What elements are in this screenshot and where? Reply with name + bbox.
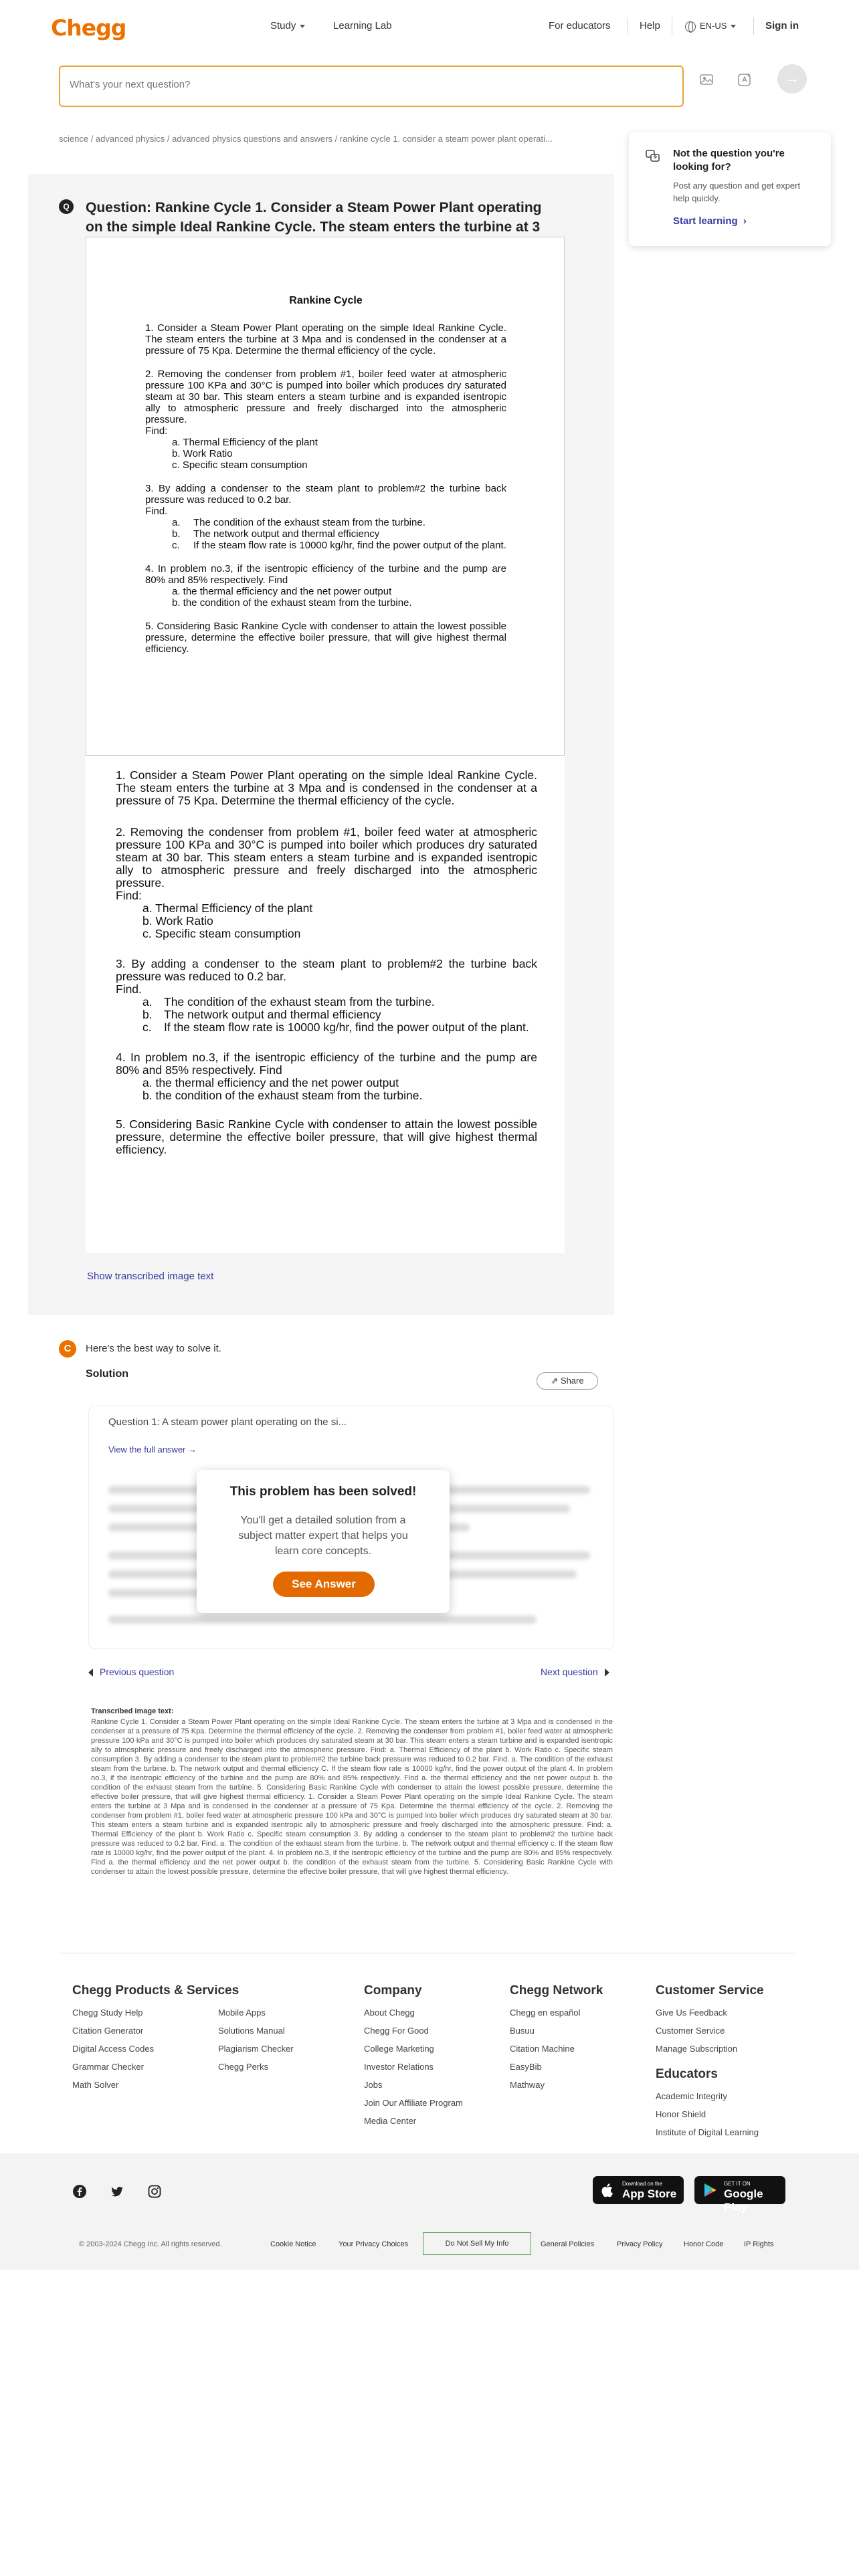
problem-3-item <box>145 528 506 540</box>
item-key: a. <box>142 995 153 1008</box>
solved-description: You'll get a detailed solution from a subject matter expert that helps you learn core concepts. <box>238 1515 408 1557</box>
footer-heading: Company <box>364 1983 422 1998</box>
chegg-badge: C <box>59 1340 76 1358</box>
footer-customer-service <box>656 1983 803 2141</box>
app-store-badge[interactable] <box>593 2176 684 2204</box>
nav-learning-lab[interactable]: Learning Lab <box>333 20 392 31</box>
problem-4 <box>145 563 506 609</box>
legal-link[interactable]: General Policies <box>541 2240 595 2248</box>
nav-help[interactable]: Help <box>640 20 660 31</box>
chevron-left-icon <box>88 1669 93 1677</box>
previous-question-label: Previous question <box>100 1667 175 1677</box>
problem-2-item: a. Thermal Efficiency of the plant <box>142 901 313 915</box>
problem-3-text: 3. By adding a condenser to the steam plant to problem#2 the turbine back pressure was reduced to 0.2 bar. <box>145 483 506 506</box>
footer-link[interactable]: College Marketing <box>364 2044 434 2054</box>
ai-tool-icon[interactable] <box>736 71 753 88</box>
find-label: Find: <box>145 425 168 437</box>
footer-heading: Educators <box>656 2067 718 2081</box>
footer-link[interactable]: Plagiarism Checker <box>218 2044 294 2054</box>
problem-4-item: b. the condition of the exhaust steam from the turbine. <box>142 1089 423 1102</box>
problem-3-text: 3. By adding a condenser to the steam plant to problem#2 the turbine back pressure was reduced to 0.2 bar. <box>116 957 537 983</box>
problem-4-text: 4. In problem no.3, if the isentropic efficiency of the turbine and the pump are 80% and 85% respectively. Find <box>145 563 506 586</box>
transcribed-content: Rankine Cycle 1. Consider a Steam Power Plant operating on the simple Ideal Rankine Cycle. The steam enters the turbine at 3 Mpa and is condensed in the condenser at a pressure of 75 Kpa. Determine the thermal efficiency of the cycle. 2. Removing the condenser from problem #1, boiler feed water at atmospheric pressure 100 kPa and 30°C is pumped into boiler which produces dry saturated steam at 30 bar. This steam enters a steam turbine and is expanded isentropic ally to atmospheric pressure and freely discharged into the atmospheric pressure. Find: a. Thermal Efficiency of the plant b. Work Ratio c. Specific steam consumption 3. By adding a condenser to the steam plant to problem#2 the turbine back pressure was reduced to 0.2 bar. Find. a. The condition of the exhaust steam from the turbine. b. The network output and thermal efficiency C. If the steam flow rate is 10000 kg/hr, find the power output of the plant 4. In problem no.3, if the isentropic efficiency of the turbine and the pump are 80% and 85% respectively. Find a. the thermal efficiency and the net power output b. the condition of the exhaust steam from the turbine. 5. Considering Basic Rankine Cycle with condenser to attain the lowest possible pressure, determine the effective boiler pressure, that will give highest thermal efficiency. 1. Consider a Steam Power Plant operating on the simple Ideal Rankine Cycle. The steam enters the turbine at 3 Mpa and is condensed in the condenser at a pressure of 75 Kpa. Determine the thermal efficiency of the cycle. 2. Removing the condenser from problem #1, boiler feed water at atmospheric pressure 100 kPa and 30°C is pumped into boiler which produces dry saturated steam at 30 bar. This steam enters a steam turbine and is expanded isentropic ally to atmospheric pressure and freely discharged into the atmospheric pressure. Find: a. Thermal Efficiency of the plant b. Work Ratio c. Specific steam consumption 3. By adding a condenser to the steam plant to problem#2 the turbine back pressure was reduced to 0.2 bar. Find. a. The condition of the exhaust steam from the turbine. b. The network output and thermal efficiency c. If the steam flow rate is 10000 kg/hr, find the power output of the plant. 4. In problem no.3, if the isentropic efficiency of the turbine and the pump are 80% and 85% respectively. Find a. the thermal efficiency and the net power output b. the condition of the exhaust steam from the turbine. 5. Considering Basic Rankine Cycle with condenser to attain the lowest possible pressure, determine the effective boiler pressure, that will give highest thermal efficiency. <box>91 1718 613 1876</box>
chevron-right-icon: › <box>743 215 747 227</box>
footer-link[interactable]: Mathway <box>510 2080 545 2090</box>
twitter-icon[interactable] <box>110 2184 124 2199</box>
item-text: If the steam flow rate is 10000 kg/hr, find the power output of the plant. <box>164 1021 529 1034</box>
footer-link[interactable]: Jobs <box>364 2080 383 2090</box>
google-play-icon <box>702 2182 717 2198</box>
problem-2-item: a. Thermal Efficiency of the plant <box>172 437 318 448</box>
transcribed-image-text <box>91 1707 613 1876</box>
share-label: Share <box>560 1376 584 1386</box>
problem-3-item <box>116 996 537 1008</box>
nav-divider <box>753 17 754 35</box>
google-play-label: Google Play <box>724 2187 763 2214</box>
item-text: The network output and thermal efficiency <box>193 528 380 540</box>
problem-3 <box>116 958 537 1034</box>
start-learning-link[interactable] <box>673 215 747 227</box>
breadcrumb-separator: / <box>165 134 173 144</box>
breadcrumb-current: rankine cycle 1. consider a steam power plant operati... <box>339 134 553 144</box>
item-text: The network output and thermal efficiency <box>164 1008 381 1021</box>
item-key: a. <box>172 517 181 528</box>
side-card-title: Not the question you're looking for? <box>673 148 785 173</box>
item-key: b. <box>142 1008 153 1021</box>
problem-2-text: 2. Removing the condenser from problem #1, boiler feed water at atmospheric pressure 100 KPa and 30°C is pumped into boiler which produces dry saturated steam at 30 bar. This steam enters a steam turbine and is expanded isentropic ally to atmospheric pressure and freely discharged into the atmospheric pressure. <box>145 368 506 425</box>
search-submit-button[interactable] <box>777 64 807 94</box>
footer-products <box>72 1983 353 2094</box>
question-image-enlarged <box>86 756 565 1253</box>
footer-link[interactable]: Digital Access Codes <box>72 2044 155 2054</box>
problem-4-item: a. the thermal efficiency and the net power output <box>142 1076 399 1089</box>
search-box[interactable] <box>59 66 684 107</box>
footer-link[interactable]: Grammar Checker <box>72 2062 144 2072</box>
breadcrumb-separator: / <box>332 134 340 144</box>
problem-3-item <box>145 517 506 528</box>
footer-link[interactable]: Citation Machine <box>510 2044 575 2054</box>
nav-study-label: Study <box>270 20 296 31</box>
footer-link[interactable]: Honor Shield <box>656 2109 706 2119</box>
footer-link[interactable]: Mobile Apps <box>218 2008 266 2018</box>
search-input[interactable] <box>70 79 658 90</box>
item-key: c. <box>142 1021 152 1034</box>
problem-1: 1. Consider a Steam Power Plant operating on the simple Ideal Rankine Cycle. The steam enters the turbine at 3 Mpa and is condensed in the condenser at a pressure of 75 Kpa. Determine the thermal efficiency of the cycle. <box>116 768 537 807</box>
footer-link[interactable]: Join Our Affiliate Program <box>364 2098 463 2108</box>
footer-link[interactable]: Chegg Perks <box>218 2062 269 2072</box>
problem-3-item <box>116 1008 537 1021</box>
footer-link[interactable]: Academic Integrity <box>656 2091 727 2101</box>
chegg-logo[interactable]: Chegg <box>51 15 126 41</box>
image-upload-icon[interactable] <box>698 71 716 88</box>
footer-link[interactable]: Citation Generator <box>72 2026 144 2036</box>
language-label: EN-US <box>700 21 727 31</box>
question-image <box>86 237 565 756</box>
footer-link[interactable]: Chegg For Good <box>364 2026 429 2036</box>
problem-4-item: a. the thermal efficiency and the net power output <box>172 586 392 597</box>
item-key: c. <box>172 540 180 551</box>
problem-2-item: c. Specific steam consumption <box>172 459 308 471</box>
blurred-answer-line <box>108 1616 537 1624</box>
find-label: Find. <box>116 982 142 996</box>
footer-link[interactable]: EasyBib <box>510 2062 542 2072</box>
question-badge: Q <box>59 199 74 214</box>
item-text: The condition of the exhaust steam from the turbine. <box>193 517 425 528</box>
legal-link[interactable]: Privacy Policy <box>617 2240 663 2248</box>
share-icon: ⇗ <box>551 1376 561 1386</box>
problem-4-item: b. the condition of the exhaust steam from the turbine. <box>172 597 412 609</box>
language-selector[interactable] <box>685 21 736 32</box>
app-store-small: Download on the <box>622 2181 663 2187</box>
paywall-modal <box>197 1470 450 1613</box>
chevron-down-icon <box>731 25 736 28</box>
solution-question-preview: Question 1: A steam power plant operating on the si... <box>108 1416 347 1428</box>
google-play-small: GET IT ON <box>724 2181 751 2187</box>
nav-for-educators[interactable]: For educators <box>549 20 611 31</box>
problem-2-text: 2. Removing the condenser from problem #1, boiler feed water at atmospheric pressure 100 KPa and 30°C is pumped into boiler which produces dry saturated steam at 30 bar. This steam enters a steam turbine and is expanded isentropic ally to atmospheric pressure and freely discharged into the atmospheric pressure. <box>116 825 537 889</box>
solution-intro: Here's the best way to solve it. <box>86 1343 221 1354</box>
previous-question-link[interactable] <box>88 1667 174 1677</box>
problem-5: 5. Considering Basic Rankine Cycle with condenser to attain the lowest possible pressure, determine the effective boiler pressure, that will give highest thermal efficiency. <box>116 1117 537 1156</box>
footer-network <box>510 1983 644 2094</box>
solution-heading: Solution <box>86 1368 128 1380</box>
view-full-answer-link[interactable]: View the full answer → <box>108 1444 197 1455</box>
problem-3-item <box>145 540 506 551</box>
next-question-link[interactable] <box>541 1667 609 1677</box>
breadcrumb-item[interactable]: advanced physics questions and answers <box>172 134 333 144</box>
footer-link[interactable]: Customer Service <box>656 2026 725 2036</box>
next-question-label: Next question <box>541 1667 598 1677</box>
footer-link[interactable]: Media Center <box>364 2116 417 2126</box>
chevron-right-icon <box>605 1669 609 1677</box>
chat-question-icon <box>645 148 661 165</box>
problem-3-item <box>116 1021 537 1034</box>
app-store-label: App Store <box>622 2187 677 2200</box>
problem-2 <box>116 826 537 940</box>
footer-company <box>364 1983 498 2130</box>
breadcrumb-separator: / <box>88 134 96 144</box>
google-play-badge[interactable] <box>694 2176 785 2214</box>
facebook-icon[interactable] <box>72 2184 87 2199</box>
apple-icon <box>601 2182 615 2198</box>
nav-study[interactable] <box>270 20 305 31</box>
top-navigation-bar <box>0 0 859 53</box>
legal-link[interactable]: IP Rights <box>744 2240 774 2248</box>
copyright-text: © 2003-2024 Chegg Inc. All rights reserved. <box>79 2240 222 2248</box>
solved-title: This problem has been solved! <box>229 1485 417 1499</box>
transcribed-label: Transcribed image text: <box>91 1707 174 1715</box>
problem-2 <box>145 368 506 471</box>
problem-2-item: b. Work Ratio <box>172 448 233 459</box>
footer-link[interactable]: Busuu <box>510 2026 535 2036</box>
show-transcribed-text-link[interactable]: Show transcribed image text <box>87 1271 214 1282</box>
start-learning-label: Start learning <box>673 215 738 227</box>
footer-link[interactable]: Institute of Digital Learning <box>656 2127 759 2137</box>
breadcrumb-item[interactable]: science <box>59 134 89 144</box>
see-answer-button[interactable]: See Answer <box>273 1572 375 1597</box>
instagram-icon[interactable] <box>147 2184 162 2199</box>
footer-link[interactable]: Chegg Study Help <box>72 2008 143 2018</box>
question-title: Question: Rankine Cycle 1. Consider a Steam Power Plant operating on the simple Ideal Rankine Cycle. The steam enters the turbine at 3 <box>86 200 542 235</box>
problem-2-item: b. Work Ratio <box>142 914 213 928</box>
breadcrumb-item[interactable]: advanced physics <box>95 134 165 144</box>
footer-heading: Chegg Products & Services <box>72 1983 240 1998</box>
chevron-down-icon <box>300 25 305 28</box>
problem-1: 1. Consider a Steam Power Plant operating on the simple Ideal Rankine Cycle. The steam enters the turbine at 3 Mpa and is condensed in the condenser at a pressure of 75 Kpa. Determine the thermal efficiency of the cycle. <box>145 322 506 356</box>
problem-2-item: c. Specific steam consumption <box>142 927 301 940</box>
footer-heading: Customer Service <box>656 1983 764 1998</box>
footer-link[interactable]: Give Us Feedback <box>656 2008 727 2018</box>
breadcrumb <box>59 134 614 144</box>
side-card-description: Post any question and get expert help quickly. <box>673 181 801 203</box>
legal-link[interactable]: Honor Code <box>684 2240 724 2248</box>
problem-5: 5. Considering Basic Rankine Cycle with condenser to attain the lowest possible pressure, determine the effective boiler pressure, that will give highest thermal efficiency. <box>145 621 506 655</box>
do-not-sell-link[interactable]: Do Not Sell My Info <box>423 2232 531 2255</box>
arrow-right-icon: → <box>785 70 799 86</box>
problem-4 <box>116 1051 537 1102</box>
item-text: If the steam flow rate is 10000 kg/hr, find the power output of the plant. <box>193 540 506 551</box>
legal-link[interactable]: Cookie Notice <box>270 2240 316 2248</box>
footer-link[interactable]: Manage Subscription <box>656 2044 738 2054</box>
item-key: b. <box>172 528 181 540</box>
share-button[interactable] <box>537 1372 598 1390</box>
find-label: Find. <box>145 506 168 517</box>
problem-4-text: 4. In problem no.3, if the isentropic efficiency of the turbine and the pump are 80% and 85% respectively. Find <box>116 1051 537 1077</box>
footer-link[interactable]: Math Solver <box>72 2080 119 2090</box>
globe-icon <box>685 21 696 32</box>
problem-3 <box>145 483 506 551</box>
footer-link[interactable]: About Chegg <box>364 2008 415 2018</box>
footer-link[interactable]: Chegg en español <box>510 2008 581 2018</box>
item-text: The condition of the exhaust steam from the turbine. <box>164 995 435 1008</box>
doc-title: Rankine Cycle <box>289 295 363 306</box>
footer-link[interactable]: Solutions Manual <box>218 2026 285 2036</box>
footer-heading: Chegg Network <box>510 1983 603 1998</box>
legal-link[interactable]: Your Privacy Choices <box>339 2240 409 2248</box>
sign-in-link[interactable]: Sign in <box>765 20 799 31</box>
find-label: Find: <box>116 889 142 902</box>
not-the-question-card <box>629 132 831 246</box>
footer-link[interactable]: Investor Relations <box>364 2062 434 2072</box>
